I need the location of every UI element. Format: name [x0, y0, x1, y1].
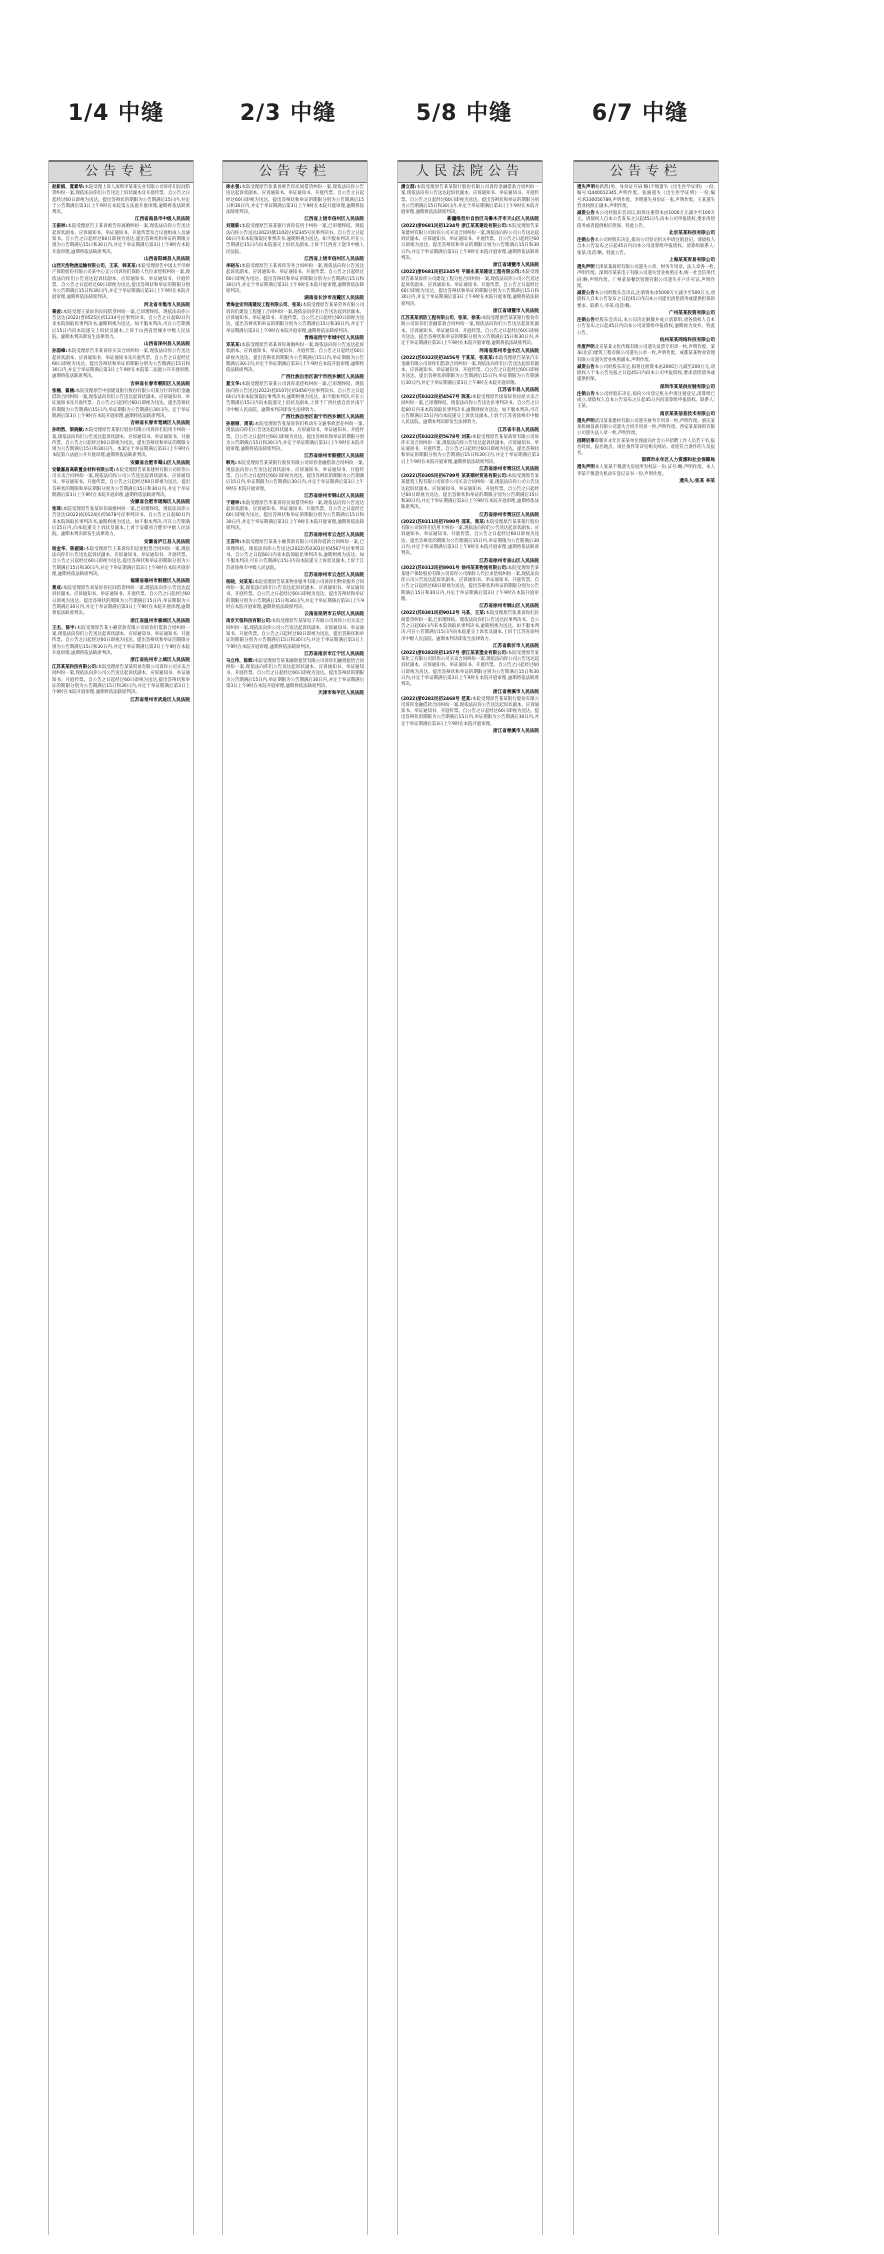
column-body — [574, 183, 718, 485]
notice-item — [52, 264, 190, 309]
notice-addressee: (2022)浙0681民初2345号 平湖永某某建设工程有限公司: — [401, 270, 522, 276]
notice-signature: 江苏省徐州市贾汪区人民法院 — [479, 512, 539, 518]
notice-signature: 杭州某某网络科技有限公司 — [659, 337, 715, 343]
notice-item — [577, 265, 715, 290]
notice-body: 本院受理原告张某诉你离婚纠纷一案,已审理终结。现依法向你公告送达(2022)皖0124民初5678号民事判决书。自公告之日起60日内来本院领取民事判决书,逾期则视为送达。如不服本判决,可在公告期满后15日内,向本院递交上诉状及副本,上诉于安徽省合肥市中级人民法院。逾期本判决即发生法律效力。 — [52, 507, 190, 538]
notice-body: 本院受理原告某某汽车金融有限公司诉你们借款合同纠纷一案,现依法向你们公告送达起诉状副本、应诉通知书、举证通知书、开庭传票。自公告之日起经过60日即视为送达。提出答辩状的期限为公告期满后15日内,举证期限为公告期满后30日内,并定于举证期满后第3日上午9时在本院开庭审理。 — [401, 355, 539, 386]
notice-signature: 浙江省慈溪市人民法院 — [493, 729, 539, 735]
notice-item — [401, 520, 539, 565]
notice-body: 本院受理原告某某银行股份有限公司诉你金融借款合同纠纷一案,现依法向你公告送达起诉状副本、应诉通知书、举证通知书、开庭传票。自公告之日起经过60日即视为送达。提出答辩状和举证的期限分别为公告期满后15日和30日内,并定于举证期满后第3日上午9时在本院开庭审理,逾期将依法缺席判决。 — [401, 185, 539, 216]
notice-item — [401, 316, 539, 354]
notice-item — [226, 540, 364, 578]
notice-addressee: 遗失声明 — [577, 418, 595, 424]
notice-body: 本院受理原告某某公司诉你追偿权纠纷一案,已审理终结。现依法向你公告送达(2022)桂0107民初3456号民事判决书。自公告之日起60日内来本院领取民事判决书,逾期则视为送达。如不服本判决,可在公告期满后15日内向本院递交上诉状及副本,上诉于广西壮族自治区南宁市中级人民法院。逾期本判决即发生法律效力。 — [226, 382, 364, 413]
notice-item — [577, 365, 715, 391]
notice-body: 本公司经股东决定,拟将注册资本由2000万元减至200万元,请债权人于本公告见报之日起45日内向本公司申报债权,要求清偿债务或提供担保。 — [577, 364, 715, 383]
notice-body: 本院受理原告李某诉你买卖合同纠纷一案,现依法向你公告送达起诉状副本、应诉通知书、举证通知书及开庭传票。自公告之日起经过60日即视为送达。提出答辩状和举证的期限分别为公告期满后15日和30日内,并定于举证期满后第3日上午9时在本院第二法庭公开开庭审理,逾期将依法缺席判决。 — [52, 349, 190, 380]
notice-signature: 邯郸市永年区人力资源和社会保障局 — [641, 458, 715, 464]
notice-signature: 江苏省徐州市铜山区人民法院 — [479, 604, 539, 610]
notice-addressee: 减资公告 — [577, 291, 595, 297]
notice-item — [226, 422, 364, 460]
notice-body: 本公司经股东决定,拟向公司登记机关申请注销登记,清算组已成立,请债权人自本公告发布之日起45日内向清算组申报债权。联系人:王某。 — [577, 391, 715, 410]
notice-item — [577, 238, 715, 264]
notice-addressee: 张楠、翟楠: — [52, 388, 76, 394]
notice-addressee: 潘立群: — [401, 185, 417, 190]
notice-signature: 江西省上饶市信州区人民法院 — [304, 256, 364, 262]
notice-item — [52, 349, 190, 387]
notice-signature: 江苏省徐州市鼓楼区人民法院 — [304, 454, 364, 460]
notice-item — [226, 185, 364, 223]
notice-item — [52, 586, 190, 624]
notice-body: 本院受理原告某某劳务有限公司诉你们建设工程施工合同纠纷一案,现依法向你们公告送达起诉状副本、应诉通知书、举证通知书、开庭传票。自公告之日起经过60日即视为送达。提出答辩状和举证的期限分别为公告期满后15日和30日内,并定于举证期满后第3日上午9时在本院开庭审理,逾期将依法缺席判决。 — [226, 303, 364, 334]
notice-signature: 江苏省丰县人民法院 — [497, 427, 539, 433]
notice-addressee: 遗失声明 — [577, 465, 595, 471]
notice-item — [577, 211, 715, 237]
notice-body: 本院受理原告某某银行股份有限公司诉你们信用卡纠纷一案,现依法向你们公告送达起诉状副本、应诉通知书、举证通知书、开庭传票。自公告之日起经过60日即视为送达。提出答辩状的期限为公告期满后15日内,举证期限为公告期满后30日内,并定于举证期满后第3日上午9时在本院开庭审理,逾期将依法缺席判决。 — [401, 519, 539, 557]
notice-item — [52, 507, 190, 545]
notice-item — [577, 439, 715, 465]
notice-body: 本院受理原告某某财产保险股份有限公司诉你公司保险人代位求偿权纠纷一案,现依法向你公司公告送达起诉状副本、应诉通知书、举证通知书、开庭传票。自公告之日起经过60日即视为送达。提出答辩状和举证的期限分别为公告期满后15日和30日内,并定于举证期满后第3日上午9时在本院开庭审理。 — [401, 565, 539, 603]
notice-item — [401, 651, 539, 696]
notice-column-2 — [222, 160, 368, 2235]
notice-signature: 江苏省徐州市铜山区人民法院 — [304, 493, 364, 499]
notice-item — [52, 468, 190, 506]
notice-addressee: 南京天恒科技有限公司: — [226, 619, 272, 625]
notice-addressee: 黄成: — [52, 586, 63, 592]
notice-signature: 江苏省丰县人民法院 — [497, 388, 539, 394]
notice-signature: 浙江省诸暨市人民法院 — [493, 263, 539, 269]
notice-addressee: 王杰、陈宇: — [52, 625, 77, 631]
notice-addressee: 于建坤: — [226, 500, 242, 506]
notice-column-4 — [573, 160, 719, 2235]
notice-body: 天津某某商贸有限公司遗失公章、财务专用章、法人章各一枚,声明作废。深圳市某某电子有限公司遗失营业执照正本,统一社会信用代码:略,声明作废。广州某某餐饮管理有限公司遗失开户许可证,声明作废。 — [577, 264, 715, 289]
column-banner-title: 公告专栏 — [49, 160, 193, 183]
notice-body: 本院受理原告某某化工有限公司诉你公司买卖合同纠纷一案,现依法向你公司公告送达起诉状副本、应诉通知书、举证通知书、开庭传票。自公告之日起经过60日即视为送达。提出答辩状和举证的期限分别为公告期满后15日和30日内,并定于举证期满后第3日上午9时在本院开庭审理,逾期将依法缺席判决。 — [401, 650, 539, 688]
notice-addressee: 徐永强: — [226, 185, 242, 190]
notice-item — [52, 389, 190, 427]
notice-addressee: 青海金安河南建设工程有限公司、张某: — [226, 303, 303, 309]
column-heading-4: 6/7 中缝 — [591, 101, 689, 126]
notice-body: 本院受理原告某某银行诉你信用卡纠纷一案,已审理终结。现依法向你公告送达(2022)赣1102民初2345号民事判决书。自公告之日起60日内来本院领取民事判决书,逾期则视为送达。如不服本判决,可在公告期满后15日内向本院递交上诉状及副本,上诉于江西省上饶市中级人民法院。 — [226, 224, 364, 255]
notice-addressee: 杨晓、刘某某: — [226, 579, 255, 585]
column-banner-title: 公告专栏 — [223, 160, 367, 183]
notice-item — [226, 303, 364, 341]
notice-item — [577, 392, 715, 418]
notice-addressee: (2022)苏0312民初8901号 徐州某某物流有限公司: — [401, 565, 508, 571]
notice-body: 本院受理王某诉你民间借贷纠纷一案,已审理终结。现依法向你公告送达(2022)晋0525民初1234号民事判决书。自公告之日起60日内来本院领取民事判决书,逾期则视为送达。如不服本判决,可在公告期满后15日内向本院递交上诉状及副本,上诉于山西省晋城市中级人民法院。逾期本判决即发生法律效力。 — [52, 309, 190, 340]
notice-signature: 山西省泽州县人民法院 — [144, 342, 190, 348]
notice-signature: 江西省南昌市中级人民法院 — [134, 217, 190, 223]
notice-signature: 江苏省常州市武进区人民法院 — [130, 697, 190, 703]
notice-column-3 — [397, 160, 543, 2235]
notice-addressee: (2022)苏0322民初3456号 于某某、张某某: — [401, 355, 495, 361]
notice-addressee: 王振林: — [52, 224, 68, 230]
notice-item — [401, 435, 539, 473]
notice-body: 本公司经股东决定,拟向公司登记机关申请注销登记。请债权人自本公告发布之日起45日内向本公司清算组申报债权。清算组联系人:张某,电话:略。特此公告。 — [577, 238, 715, 256]
notice-body: 杨新凯(男、身份证号码:略)不慎遗失《出生医学证明》一份,编号:Q440012345,声明作废。张丽遗失《出生医学证明》一份,编号:R330056789,声明作废。李明遗失身份证一张,声明作废。王某遗失营业执照正副本,声明作废。 — [577, 185, 715, 209]
notice-addressee: 注销公告 — [577, 238, 595, 244]
notice-body: 本院受理原告王某诉被告你离婚纠纷一案,现依法向你公告送达起诉状副本、应诉通知书、举证通知书、开庭传票及合议庭组成人员通知书。自公告之日起经过60日即视为送达,提出答辩状和举证的期限分别为公告期满后15日和30日内,并定于举证期满后第3日上午9时在本院开庭审理,逾期将依法缺席判决。 — [52, 224, 190, 255]
notice-addressee: 韩光: — [226, 461, 237, 467]
notice-item — [401, 356, 539, 394]
column-heading-3: 5/8 中缝 — [415, 101, 513, 126]
notice-body: 本院受理原告徐某诉你房屋买卖合同纠纷一案,已审理终结。现依法向你公告送达民事判决书。自公告之日起60日内来本院领取民事判决书,逾期则视为送达。如不服本判决,可在公告期满后15日内向本院递交上诉状及副本,上诉于江苏省徐州市中级人民法院。逾期本判决即发生法律效力。 — [401, 395, 539, 426]
notice-addressee: 秦波: — [52, 309, 63, 315]
notice-addressee: 赵新娟、夏素华: — [52, 185, 85, 190]
notice-addressee: 减资公告 — [577, 364, 595, 370]
notice-item — [52, 665, 190, 703]
notice-signature: 浙江省温州市鹿城区人民法院 — [130, 618, 190, 624]
notice-body: 本院受理原告某某建材有限公司诉你公司买卖合同纠纷一案,现依法向你公司公告送达起诉状副本、应诉通知书、举证通知书、开庭传票。自公告之日起经过60日即视为送达。提出答辩状和举证的期限分别为公告期满后15日和30日内,并定于举证期满后第3日上午9时在本院开庭审理,逾期将依法缺席判决。 — [401, 224, 539, 261]
notice-item — [577, 419, 715, 438]
notice-signature: 安徽省合肥市瑶海区人民法院 — [130, 500, 190, 506]
notice-item — [401, 270, 539, 315]
notice-signature: 青海省西宁市城中区人民法院 — [304, 335, 364, 341]
notice-signature: 北京某某科技有限公司 — [669, 231, 715, 237]
notice-signature: 江西省上饶市信州区人民法院 — [304, 217, 364, 223]
notice-signature: 吉林省长春市朝阳区人民法院 — [130, 381, 190, 387]
notice-signature: 天津市和平区人民法院 — [318, 691, 364, 697]
notice-body: 本院受理原告张某诉被告你民间借贷纠纷一案,现依法向你公告送达起诉状副本、应诉通知书、举证通知书、开庭传票。自公告之日起经过60日即视为送达。提出答辩状和举证的期限分别为公告期满后15日和30日内,并定于举证期满后第3日上午9时在本院开庭审理,逾期将依法缺席判决。 — [226, 185, 364, 216]
notice-body: 本院受理原告某某小额贷款有限公司诉你借款合同纠纷一案,已审理终结。现依法向你公告送达(2022)苏0303民初4567号民事判决书。自公告之日起60日内来本院领取民事判决书,逾期则视为送达。如不服本判决,可在公告期满后15日内向本院递交上诉状及副本,上诉于江苏省徐州市中级人民法院。 — [226, 540, 364, 571]
notice-body: 本院受理原告某某物业服务有限公司诉你们物业服务合同纠纷一案,现依法向你们公告送达起诉状副本、应诉通知书、举证通知书、开庭传票。自公告之日起经过60日即视为送达。提出答辩状和举证的期限分别为公告期满后15日和30日内,并定于举证期满后第3日上午9时在本院开庭审理,逾期将依法缺席判决。 — [226, 579, 364, 611]
column-banner-title: 人民法院公告 — [398, 160, 542, 183]
notice-signature: 广西壮族自治区南宁市西乡塘区人民法院 — [281, 375, 364, 381]
notice-item — [577, 291, 715, 317]
notice-item — [52, 626, 190, 664]
notice-item — [401, 566, 539, 611]
notice-item — [401, 185, 539, 223]
notice-signature: 云南省昆明市五华区人民法院 — [304, 612, 364, 618]
notice-body: 本院受理上诉人深圳市某某实业有限公司诉你们民间借贷纠纷一案,现依法向你们公告送达上诉状副本及开庭传票。自公告之日起经过60日即视为送达。提出答辩状的期限为公告期满后15日内,并定于公告期满后第3日上午9时在本院第五法庭开庭审理,逾期将依法缺席判决。 — [52, 185, 190, 216]
notice-item — [52, 547, 190, 585]
notice-item — [226, 580, 364, 618]
notice-item — [226, 619, 364, 657]
notice-signature: 遗失人:张某 李某 — [679, 478, 715, 484]
notice-item — [52, 428, 190, 466]
notice-signature: 江苏省徐州市云龙区人民法院 — [304, 572, 364, 578]
notice-addressee: 遗失声明 — [577, 264, 595, 270]
notice-addressee: 招聘启事 — [577, 438, 595, 444]
column-body — [49, 183, 193, 704]
notice-body: 本人张某不慎遗失房屋所有权证一份,证号:略,声明作废。本人李某不慎遗失机动车登记证书一份,声明作废。 — [577, 465, 715, 477]
notice-body: 本公司经股东会决议,注册资本由5000万元减少至500万元,请债权人自本公告发布之日起45日内向本公司提出清偿债务或提供担保的要求。联系人:李某,电话:略。 — [577, 291, 715, 309]
notice-signature: 广西壮族自治区南宁市西乡塘区人民法院 — [281, 414, 364, 420]
notice-signature: 新疆维吾尔自治区乌鲁木齐市天山区人民法院 — [447, 217, 539, 223]
notice-body: 本院受理原告某某银行股份有限公司诉你们金融借款合同纠纷一案,现依法向你们公告送达起诉状副本、应诉通知书、举证通知书、开庭传票。自公告之日起经过60日即视为送达。提出答辩状和举证的期限分别为公告期满后15日和30日内,并定于举证期满后第3日上午9时在本院开庭审理,逾期将依法缺席判决。 — [401, 316, 539, 347]
notice-signature: 广州某某投资有限公司 — [669, 311, 715, 317]
notice-body: 邯郸市永年区某某单位现面向社会公开招聘工作人员若干名,报名时间、报名地点、岗位条件等详见相关网站。欢迎符合条件的人员报名。 — [577, 438, 715, 457]
notice-body: 本院受理原告某某融资租赁有限公司诉你们融资租赁合同纠纷一案,现依法向你们公告送达起诉状副本、应诉通知书、举证通知书、开庭传票。自公告之日起经过60日即视为送达。提出答辩状的期限为公告期满后15日内,举证期限为公告期满后30日内,并定于举证期满后第3日上午9时在本院开庭审理,逾期将依法缺席判决。 — [226, 658, 364, 689]
notice-addressee: 山西天浩物流运输有限公司、王某、韩某某: — [52, 263, 138, 269]
notice-addressee: 孙国峰: — [52, 349, 68, 355]
notice-body: 本院受理原告某小额贷款有限公司诉你们借款合同纠纷一案,现依法向你们公告送达起诉状副本、应诉通知书、举证通知书、开庭传票。自公告之日起经过60日即视为送达。提出答辩状和举证的期限分别为公告期满后15日和30日内,并定于举证期满后第3日上午9时在本院开庭审理,逾期将依法缺席判决。 — [52, 625, 190, 656]
notice-signature: 浙江省诸暨市人民法院 — [493, 309, 539, 315]
notice-signature: 江苏省新沂市人民法院 — [493, 643, 539, 649]
notice-body: 本公司经股东会决议,拟将注册资本由1000万元减少至100万元。请债权人自本公告发布之日起45日内,向本公司申报债权,要求清偿债务或者提供相应担保。特此公告。 — [577, 211, 715, 229]
notice-body: 本院受理原告张某诉你们民间借贷纠纷一案,已审理终结。现依法向你们公告送达民事判决书。自公告之日起60日内来本院领取民事判决书,逾期则视为送达。如不服本判决,可在公告期满后15日内向本院递交上诉状及副本,上诉于江苏省徐州市中级人民法院。逾期本判决即发生法律效力。 — [401, 611, 539, 642]
notice-body: 本院受理原告某银行股份有限公司诉你们信用卡纠纷一案,现依法向你们公告送达起诉状副本、应诉通知书、举证通知书、开庭传票。自公告之日起经过60日即视为送达。提出答辩状和举证的期限分别为公告期满后15日和30日内。本案定于举证期满后第3日上午9时在本院第六法庭公开开庭审理,逾期将依法缺席判决。 — [52, 428, 190, 459]
notice-column-1 — [48, 160, 194, 2235]
notice-signature: 浙江省慈溪市人民法院 — [493, 689, 539, 695]
notice-addressee: (2022)苏0381民初9012号 马某、王某: — [401, 611, 486, 617]
notice-body: 本院受理原告李某诉你民间借贷纠纷一案,现依法向你公告送达起诉状副本、应诉通知书、举证通知书、开庭传票。自公告之日起经过60日即视为送达。提出答辩状和举证的期限分别为公告期满后15日和30日内,并定于举证期满后第3日上午9时在本院开庭审理,逾期将依法缺席判决。 — [226, 500, 364, 532]
notice-body: 本院受理原告某某银行股份有限公司诉你金融借款合同纠纷一案,现依法向你公告送达起诉状副本、应诉通知书、举证通知书、开庭传票。自公告之日起经过60日即视为送达。提出答辩状的期限为公告期满后15日内,举证期限为公告期满后30日内,并定于举证期满后第3日上午9时在本院开庭审理。 — [226, 461, 364, 492]
notice-signature: 江苏省徐州市贾汪区人民法院 — [479, 466, 539, 472]
notice-signature: 吉林省长春市宽城区人民法院 — [130, 421, 190, 427]
notice-body: 本院受理原告某某商贸有限公司诉你买卖合同纠纷一案,现依法向你公告送达起诉状副本、应诉通知书、举证通知书、开庭传票。自公告之日起经过60日即视为送达。提出答辩状和举证的期限分别为公告期满后15日和30日内,并定于举证期满后第3日上午9时在本院开庭审理,逾期将依法缺席判决。 — [401, 434, 539, 465]
column-body — [223, 183, 367, 697]
notice-addressee: 作废声明 — [577, 344, 595, 350]
notice-signature: 江苏省徐州市云龙区人民法院 — [304, 533, 364, 539]
notice-addressee: 李晓东: — [226, 263, 242, 269]
notice-body: 北京某某文化传媒有限公司遗失发票专用章一枚,声明作废。某某(北京)建筑工程有限公司遗失公章一枚,声明作废。成都某某物业管理有限公司遗失营业执照副本,声明作废。 — [577, 344, 715, 363]
notice-addressee: 减资公告 — [577, 211, 595, 217]
notice-item — [577, 345, 715, 364]
notice-addressee: 注销公告 — [577, 391, 596, 397]
notice-signature: 南京某某信息技术有限公司 — [659, 411, 715, 417]
notice-addressee: 马立伟、陈辉: — [226, 658, 255, 664]
notice-body: 本院受理原告某某建材有限公司诉你公司买卖合同纠纷一案,现依法向你公司公告送达起诉状副本、应诉通知书、举证通知书、开庭传票。自公告之日起经过60日即视为送达。提出答辩状的期限和举证期限分别为公告期满后15日和30日内,并定于举证期满后第3日上午9时在本院开庭审理,逾期将依法缺席判决。 — [52, 467, 190, 498]
notice-item — [577, 465, 715, 485]
notice-item — [226, 224, 364, 262]
notice-addressee: 江苏某某科技有限公司: — [52, 665, 98, 671]
notice-addressee: (2022)苏0305民初6789号 某某钢材贸易有限公司: — [401, 473, 508, 479]
notice-addressee: (2022)浙0282民初2468号 范某: — [401, 696, 473, 702]
notice-addressee: 遗失声明 — [577, 185, 596, 190]
notice-addressee: 孙明然、梁晓敏: — [52, 428, 85, 434]
column-banner-title: 公告专栏 — [574, 160, 718, 183]
notice-addressee: 刘建新: — [226, 224, 242, 230]
notice-body: 武汉某某建材有限公司遗失财务专用章一枚,声明作废。重庆某某机械设备有限公司遗失合同专用章一枚,声明作废。西安某某商贸有限公司遗失法人章一枚,声明作废。 — [577, 418, 715, 437]
notice-item — [226, 264, 364, 302]
notice-signature: 山西省阳城县人民法院 — [144, 256, 190, 262]
notice-addressee: 夏文华: — [226, 382, 242, 388]
notice-item — [226, 343, 364, 381]
notice-body: 本院受理原告中国太平洋财产保险股份有限公司某中心支公司诉你们保险人代位求偿权纠纷一案,现依法向你们公告送达起诉状副本、应诉通知书、举证通知书、开庭传票。自公告之日起经过60日即视为送达,提出答辩状和举证的期限分别为公告期满后15日和30日内,并定于举证期满后第3日上午9时在本院开庭审理,逾期将依法缺席判决。 — [52, 263, 190, 301]
notice-item — [401, 611, 539, 649]
column-heading-1: 1/4 中缝 — [67, 101, 165, 126]
notice-body: 本院受理原告某某电子有限公司诉你公司买卖合同纠纷一案,现依法向你公司公告送达起诉状副本、应诉通知书、举证通知书、开庭传票。自公告之日起经过60日即视为送达。提出答辩状和举证的期限分别为公告期满后15日和30日内,并定于举证期满后第3日上午9时在本院开庭审理,逾期将依法缺席判决。 — [226, 619, 364, 650]
notice-signature: 湖南省长沙市岳麓区人民法院 — [304, 296, 364, 302]
notice-body: 本院受理原告中国建设银行股份有限公司某分行诉你们金融借款合同纠纷一案,现依法向你们公告送达起诉状副本、应诉通知书、举证通知书及开庭传票。自公告之日起经过60日即视为送达。提出答辩状的期限为公告期满后15日内,举证期限为公告期满后30日内。定于举证期满后第3日上午9时在本院开庭审理,逾期将依法缺席判决。 — [52, 388, 190, 419]
notice-addressee: 杨金华、陈淑娟: — [52, 546, 86, 552]
notice-item — [401, 474, 539, 519]
notice-signature: 上海某某贸易有限公司 — [669, 257, 715, 263]
notice-body: 本院受理原告王某诉你劳务合同纠纷一案,现依法向你公告送达起诉状副本、应诉通知书、举证通知书、开庭传票。自公告之日起经过60日即视为送达。提出答辩状和举证的期限分别为公告期满后15日和30日内,并定于举证期满后第3日上午9时在本院开庭审理,逾期将依法缺席判决。 — [226, 263, 364, 295]
notice-item — [226, 659, 364, 697]
column-heading-2: 2/3 中缝 — [239, 101, 337, 126]
notice-body: 本院受理原告王某诉你们房屋租赁合同纠纷一案,现依法向你们公告送达起诉状副本、应诉通知书、举证通知书、开庭传票。自公告之日起经过60日即视为送达,提出答辩状和举证的期限分别为公告期满后15日和30日内,并定于举证期满后第3日上午9时在本院开庭审理,逾期将依法缺席判决。 — [52, 546, 190, 577]
notice-addressee: (2022)浙0282民初1357号 浙江某某塑业有限公司: — [401, 650, 508, 656]
notice-addressee: 注销公告 — [577, 318, 596, 324]
notice-signature: 河北省辛集市人民法院 — [144, 302, 190, 308]
notice-item — [226, 501, 364, 539]
notice-item — [401, 395, 539, 433]
notice-addressee: (2022)苏0322民初4567号 陈某: — [401, 395, 473, 401]
notice-body: 本院受理原告某某贸易有限公司诉你公司买卖合同纠纷一案,现依法向你公司公告送达起诉状副本、应诉通知书、举证通知书、开庭传票。自公告之日起经过60日即视为送达,提出答辩状和举证的期限分别为公告期满后15日和30日内,并定于举证期满后第3日上午9时在本院开庭审理,逾期将依法缺席判决。 — [52, 665, 190, 696]
notice-body: 本院受理原告张某诉你们机动车交通事故责任纠纷一案,现依法向你们公告送达起诉状副本、应诉通知书、举证通知书、开庭传票。自公告之日起经过60日即视为送达。提出答辩状和举证的期限分别为公告期满后15日和30日内,并定于举证期满后第3日上午9时在本院开庭审理,逾期将依法缺席判决。 — [226, 421, 364, 453]
notice-addressee: (2022)苏0322民初5678号 刘某: — [401, 434, 473, 440]
column-body — [398, 183, 542, 735]
notice-signature: 河南省郑州市金水区人民法院 — [479, 348, 539, 354]
notice-item — [401, 697, 539, 735]
notice-item — [577, 318, 715, 344]
notice-item — [401, 224, 539, 269]
notice-body: 经股东会决议,本公司决定解散并成立清算组,请各债权人自本公告发布之日起45日内向本公司清算组申报债权,逾期视为放弃。特此公告。 — [577, 318, 715, 336]
notice-addressee: (2022)浙0681民初1234号 浙江某某建设有限公司: — [401, 224, 508, 230]
notice-item — [52, 310, 190, 348]
notice-addressee: 张琦: — [52, 507, 63, 513]
notice-addressee: 江苏某某消防工程有限公司、张某、徐某: — [401, 316, 482, 322]
notice-signature: 福建省福州市鼓楼区人民法院 — [130, 579, 190, 585]
notice-addressee: 王荟玲: — [226, 540, 242, 546]
notice-signature: 浙江省杭州市上城区人民法院 — [130, 658, 190, 664]
notice-addressee: (2022)苏0311民初7890号 邵某、周某: — [401, 519, 486, 525]
notice-addressee: 孙丽丽、周某: — [226, 421, 255, 427]
notice-item — [226, 382, 364, 420]
notice-body: 本院受理原告陈某诉你公司建设工程分包合同纠纷一案,现依法向你公司公告送达起诉状副本、应诉通知书、举证通知书、开庭传票。自公告之日起经过60日即视为送达。提出答辩状和举证的期限分别为公告期满后15日和30日内,并定于举证期满后第3日上午9时在本院开庭审理,逾期将依法缺席判决。 — [401, 270, 539, 307]
notice-body: 本院受理原告邓某诉你离婚纠纷一案,现依法向你公告送达起诉状副本、应诉通知书、举证通知书、开庭传票。自公告之日起经过60日即视为送达。提出答辩状的期限为公告期满后15日内,举证期限为公告期满后30日内,并定于举证期满后第3日上午9时在本院开庭审理,逾期将依法缺席判决。 — [226, 342, 364, 374]
notice-signature: 安徽省庐江县人民法院 — [144, 539, 190, 545]
notice-item — [577, 185, 715, 210]
notice-addressee: 安徽嘉昌高新置业材料有限公司: — [52, 467, 116, 473]
notice-item — [226, 461, 364, 499]
notice-body: 本院受理原告某某建筑工程有限公司诉你公司买卖合同纠纷一案,现依法向你公司公告送达起诉状副本、应诉通知书、举证通知书、开庭传票。自公告之日起经过60日即视为送达。提出答辩状和举证的期限分别为公告期满后15日和30日内,并定于举证期满后第3日上午9时在本院开庭审理,逾期将依法缺席判决。 — [401, 473, 539, 511]
notice-addressee: 邓某某: — [226, 342, 242, 348]
notice-signature: 江苏省南京市江宁区人民法院 — [304, 651, 364, 657]
notice-signature: 江苏省徐州市泉山区人民法院 — [479, 558, 539, 564]
notice-signature: 安徽省合肥市蜀山区人民法院 — [130, 460, 190, 466]
notice-signature: 深圳市某某供应链有限公司 — [659, 384, 715, 390]
notice-item — [52, 185, 190, 223]
notice-item — [52, 224, 190, 262]
notice-body: 本院受理原告某某银行股份有限公司诉你金融借款合同纠纷一案,现依法向你公告送达起诉状副本、应诉通知书、举证通知书、开庭传票。自公告之日起经过60日即视为送达。提出答辩状的期限为公告期满后15日内,举证期限为公告期满后30日内,并定于举证期满后第3日上午9时在本院开庭审理。 — [401, 696, 539, 727]
notice-body: 本院受理原告刘某诉你民间借贷纠纷一案,现依法向你公告送达起诉状副本、应诉通知书、举证通知书、开庭传票。自公告之日起经过60日即视为送达。提出答辩状的期限为公告期满后15日内,举证期限为公告期满后30日内,并定于举证期满后第3日上午9时在本院开庭审理,逾期将依法缺席判决。 — [52, 586, 190, 617]
